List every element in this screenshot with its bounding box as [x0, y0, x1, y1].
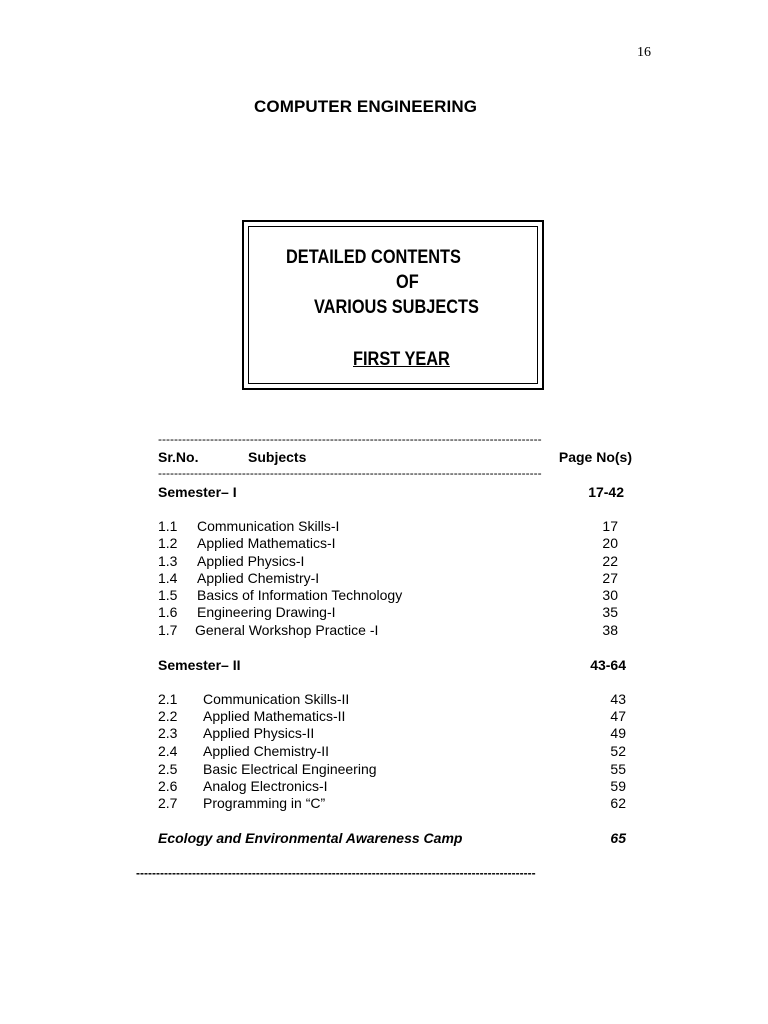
item-page: 49 [610, 725, 626, 741]
list-item [158, 553, 632, 571]
list-item [158, 725, 632, 743]
item-number: 1.7 [158, 622, 178, 638]
item-number: 2.5 [158, 761, 178, 777]
list-item [158, 570, 632, 588]
item-subject: Applied Mathematics-I [197, 535, 336, 551]
list-item [158, 743, 632, 761]
header-page: Page No(s) [558, 449, 632, 465]
item-page: 62 [610, 795, 626, 811]
item-subject: Analog Electronics-I [203, 778, 328, 794]
item-page: 30 [602, 587, 618, 603]
semester-1-label: Semester– I [158, 484, 237, 500]
camp-page: 65 [610, 830, 626, 846]
page-number: 16 [637, 45, 651, 60]
contents-title-box [242, 220, 544, 390]
item-page: 20 [602, 535, 618, 551]
item-subject: Programming in “C” [203, 795, 326, 811]
item-subject: Applied Mathematics-II [203, 708, 346, 724]
item-page: 35 [602, 604, 618, 620]
list-item [158, 518, 632, 536]
item-page: 52 [610, 743, 626, 759]
item-subject: Communication Skills-II [203, 691, 350, 707]
item-page: 43 [610, 691, 626, 707]
item-number: 2.7 [158, 795, 178, 811]
item-number: 1.3 [158, 553, 178, 569]
item-number: 2.1 [158, 691, 178, 707]
list-item [158, 622, 632, 640]
list-item [158, 691, 632, 709]
item-number: 1.5 [158, 587, 178, 603]
camp-row [158, 830, 632, 848]
box-heading-line-3: VARIOUS SUBJECTS [314, 297, 479, 318]
semester-2-label: Semester– II [158, 657, 241, 673]
item-number: 2.3 [158, 725, 178, 741]
item-number: 2.6 [158, 778, 178, 794]
box-heading-line-2: OF [396, 272, 419, 293]
camp-name: Ecology and Environmental Awareness Camp [158, 830, 463, 846]
item-number: 2.4 [158, 743, 178, 759]
list-item [158, 604, 632, 622]
item-number: 1.4 [158, 570, 178, 586]
list-item [158, 761, 632, 779]
item-subject: Engineering Drawing-I [197, 604, 336, 620]
item-number: 1.6 [158, 604, 178, 620]
box-heading-year: FIRST YEAR [353, 349, 450, 370]
item-subject: Applied Chemistry-II [203, 743, 330, 759]
header-subjects: Subjects [248, 449, 307, 465]
item-number: 2.2 [158, 708, 178, 724]
item-subject: Communication Skills-I [197, 518, 340, 534]
item-page: 17 [602, 518, 618, 534]
item-page: 38 [602, 622, 618, 638]
list-item [158, 778, 632, 796]
item-page: 55 [610, 761, 626, 777]
semester-1-row [158, 484, 632, 502]
semester-2-row [158, 657, 632, 675]
item-subject: Basic Electrical Engineering [203, 761, 377, 777]
list-item [158, 587, 632, 605]
item-page: 22 [602, 553, 618, 569]
table-top-rule: ------------------------------------------------------------------------------------------------ [158, 433, 542, 445]
item-page: 47 [610, 708, 626, 724]
semester-2-pages: 43-64 [590, 657, 626, 673]
item-page: 27 [602, 570, 618, 586]
item-page: 59 [610, 778, 626, 794]
header-srno: Sr.No. [158, 449, 199, 465]
list-item [158, 795, 632, 813]
item-subject: Basics of Information Technology [197, 587, 403, 603]
contents-title-box-inner [248, 226, 538, 384]
table-header-row [158, 449, 632, 467]
department-title: COMPUTER ENGINEERING [254, 97, 478, 116]
table-header-rule: ------------------------------------------------------------------------------------------------ [158, 467, 542, 479]
item-subject: Applied Physics-II [203, 725, 315, 741]
item-subject: Applied Chemistry-I [197, 570, 320, 586]
item-number: 1.2 [158, 535, 178, 551]
box-heading-line-1: DETAILED CONTENTS [286, 247, 461, 268]
list-item [158, 708, 632, 726]
item-subject: Applied Physics-I [197, 553, 305, 569]
item-number: 1.1 [158, 518, 178, 534]
list-item [158, 535, 632, 553]
bottom-rule: ---------------------------------------------------------------------------------------------------- [136, 867, 536, 879]
item-subject: General Workshop Practice -I [195, 622, 379, 638]
semester-1-pages: 17-42 [588, 484, 624, 500]
